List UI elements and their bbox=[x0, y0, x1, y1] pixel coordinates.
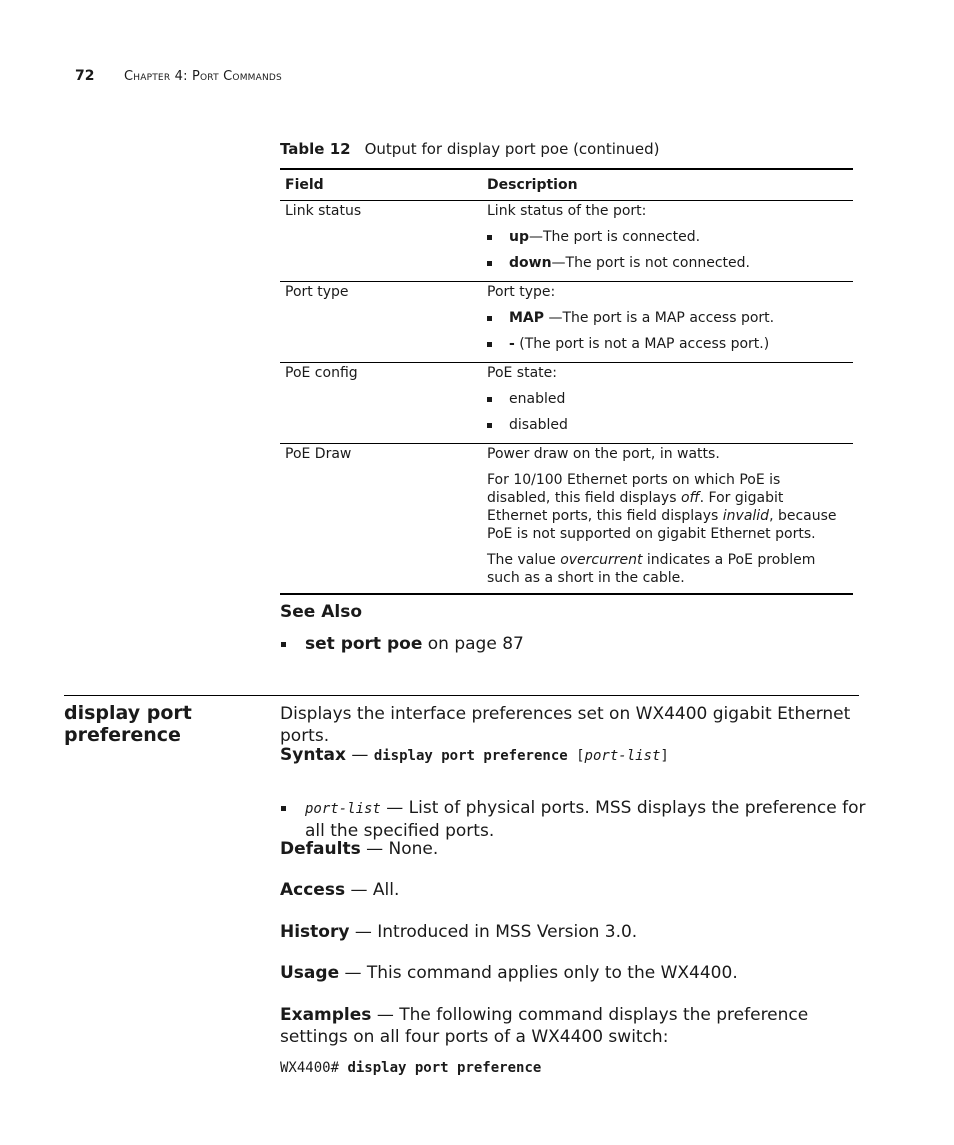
list-item bbox=[487, 228, 845, 246]
italic-value: invalid bbox=[722, 508, 770, 524]
description-cell bbox=[487, 202, 853, 281]
section-divider bbox=[64, 695, 859, 696]
usage-text: — This command applies only to the WX4400. bbox=[339, 963, 738, 983]
italic-value: off bbox=[680, 490, 700, 506]
usage-line bbox=[280, 962, 738, 984]
chapter-title: Chapter 4: Port Commands bbox=[124, 69, 282, 84]
list-item bbox=[487, 309, 845, 327]
access-text: — All. bbox=[345, 880, 400, 900]
history-label: History bbox=[280, 922, 350, 942]
text-run: . For gigabit Ethernet ports, this field displays bbox=[487, 490, 784, 524]
example-prompt: WX4400# bbox=[280, 1060, 348, 1076]
description-text: Port type: bbox=[487, 284, 556, 300]
syntax-command: display port preference bbox=[373, 748, 568, 764]
list-item bbox=[487, 254, 845, 272]
defaults-line bbox=[280, 838, 438, 860]
list-item: enabled bbox=[487, 390, 845, 408]
history-text: — Introduced in MSS Version 3.0. bbox=[349, 922, 638, 942]
see-also-heading: See Also bbox=[280, 602, 363, 622]
output-table bbox=[280, 168, 853, 595]
section-title: display port preference bbox=[64, 702, 192, 746]
value-desc: —The port is a MAP access port. bbox=[544, 310, 775, 326]
value-desc: —The port is not connected. bbox=[551, 255, 750, 271]
table-caption-label: Table 12 bbox=[280, 140, 351, 158]
table-row bbox=[280, 281, 853, 362]
table-row bbox=[280, 443, 853, 593]
access-label: Access bbox=[280, 880, 346, 900]
syntax-line bbox=[280, 744, 669, 767]
examples-text: — The following command displays the preference settings on all four ports of a WX4400 switch: bbox=[280, 1005, 809, 1047]
description-text: Power draw on the port, in watts. bbox=[487, 446, 720, 462]
param-item bbox=[280, 797, 883, 842]
field-cell: Port type bbox=[285, 284, 349, 300]
table-caption-text: Output for display port poe (continued) bbox=[364, 140, 660, 158]
see-also-page: on page 87 bbox=[422, 634, 524, 654]
field-cell: PoE Draw bbox=[285, 446, 352, 462]
section-intro: Displays the interface preferences set on WX4400 gigabit Ethernet ports. bbox=[280, 704, 851, 746]
value-keyword: MAP bbox=[509, 310, 545, 326]
table-header-row bbox=[280, 170, 853, 201]
text-run: indicates a PoE problem such as a short in the cable. bbox=[487, 552, 816, 586]
value-keyword: down bbox=[509, 255, 552, 271]
usage-label: Usage bbox=[280, 963, 340, 983]
description-paragraph bbox=[487, 471, 845, 543]
text-run: , because PoE is not supported on gigabit Ethernet ports. bbox=[487, 508, 837, 542]
text-run: For 10/100 Ethernet ports on which PoE is disabled, this field displays bbox=[487, 472, 781, 506]
description-text: PoE state: bbox=[487, 365, 557, 381]
syntax-dash: — bbox=[346, 745, 374, 765]
example-command bbox=[280, 1060, 541, 1076]
table-row bbox=[280, 362, 853, 443]
examples-label: Examples bbox=[280, 1005, 372, 1025]
list-item: disabled bbox=[487, 416, 845, 434]
value-desc: (The port is not a MAP access port.) bbox=[514, 336, 770, 352]
value-keyword: up bbox=[509, 229, 529, 245]
page-number: 72 bbox=[75, 68, 95, 84]
syntax-bracket: [ bbox=[567, 748, 585, 764]
value-keyword: - bbox=[509, 336, 515, 352]
text-run: The value bbox=[487, 552, 561, 568]
defaults-text: — None. bbox=[360, 839, 439, 859]
description-cell bbox=[487, 283, 853, 362]
table-row bbox=[280, 201, 853, 281]
example-command-text: display port preference bbox=[347, 1060, 542, 1076]
param-desc: — List of physical ports. MSS displays the preference for all the specified ports. bbox=[305, 798, 866, 841]
param-name: port-list bbox=[305, 801, 381, 817]
description-cell bbox=[487, 445, 853, 593]
description-paragraph bbox=[487, 551, 845, 587]
table-caption bbox=[280, 140, 660, 158]
defaults-label: Defaults bbox=[280, 839, 361, 859]
see-also-link[interactable]: set port poe bbox=[305, 634, 423, 654]
description-text: Link status of the port: bbox=[487, 203, 647, 219]
column-header-description: Description bbox=[487, 177, 578, 193]
field-cell: PoE config bbox=[285, 365, 358, 381]
see-also-item bbox=[280, 633, 954, 655]
access-line bbox=[280, 879, 399, 901]
column-header-field: Field bbox=[285, 177, 324, 193]
syntax-param: port-list bbox=[584, 748, 661, 764]
syntax-bracket: ] bbox=[660, 748, 669, 764]
description-cell bbox=[487, 364, 853, 443]
history-line bbox=[280, 921, 637, 943]
field-cell: Link status bbox=[285, 203, 362, 219]
examples-line bbox=[280, 1004, 860, 1048]
italic-value: overcurrent bbox=[560, 552, 643, 568]
value-desc: —The port is connected. bbox=[529, 229, 701, 245]
syntax-label: Syntax bbox=[280, 745, 346, 765]
list-item bbox=[487, 335, 845, 353]
